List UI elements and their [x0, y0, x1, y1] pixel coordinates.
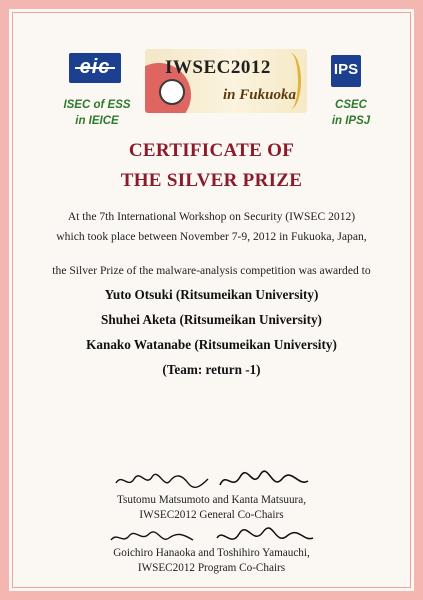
event-banner — [145, 49, 307, 113]
general-chairs-signature — [9, 469, 414, 493]
certificate-title-line2: THE SILVER PRIZE — [120, 170, 303, 191]
team-name: (Team: return -1) — [162, 362, 261, 377]
right-org-line1: CSEC — [335, 99, 367, 111]
intro-line1: At the 7th International Workshop on Security (IWSEC 2012) — [67, 210, 356, 223]
left-organization — [53, 97, 141, 129]
general-chairs-role: IWSEC2012 General Co-Chairs — [139, 509, 284, 521]
mascot-icon — [159, 79, 185, 105]
ipsj-logo — [331, 55, 361, 87]
right-org-line2: in IPSJ — [331, 115, 371, 127]
ieice-logo — [69, 53, 121, 83]
general-chairs-names: Tsutomu Matsumoto and Kanta Matsuura, — [116, 494, 307, 506]
left-org-line1: ISEC of ESS — [63, 99, 131, 111]
ipsj-logo-text: IPS — [333, 61, 359, 78]
award-line: the Silver Prize of the malware-analysis competition was awarded to — [52, 264, 371, 277]
recipient-3: Kanako Watanabe (Ritsumeikan University) — [86, 337, 337, 352]
recipient-1: Yuto Otsuki (Ritsumeikan University) — [104, 287, 319, 302]
banner-subtitle: in Fukuoka — [223, 87, 296, 103]
certificate-title-line1: CERTIFICATE OF — [128, 140, 295, 161]
signature-drawing — [112, 469, 312, 493]
ieice-logo-text: eic — [79, 56, 111, 78]
banner-title: IWSEC2012 — [165, 57, 271, 78]
right-organization — [321, 97, 381, 129]
program-chairs-role: IWSEC2012 Program Co-Chairs — [137, 562, 286, 574]
recipient-2: Shuhei Aketa (Ritsumeikan University) — [101, 312, 322, 327]
left-org-line2: in IEICE — [75, 115, 119, 127]
program-chairs-names: Goichiro Hanaoka and Toshihiro Yamauchi, — [113, 547, 310, 559]
intro-line2: which took place between November 7-9, 2012 in Fukuoka, Japan, — [56, 230, 367, 243]
